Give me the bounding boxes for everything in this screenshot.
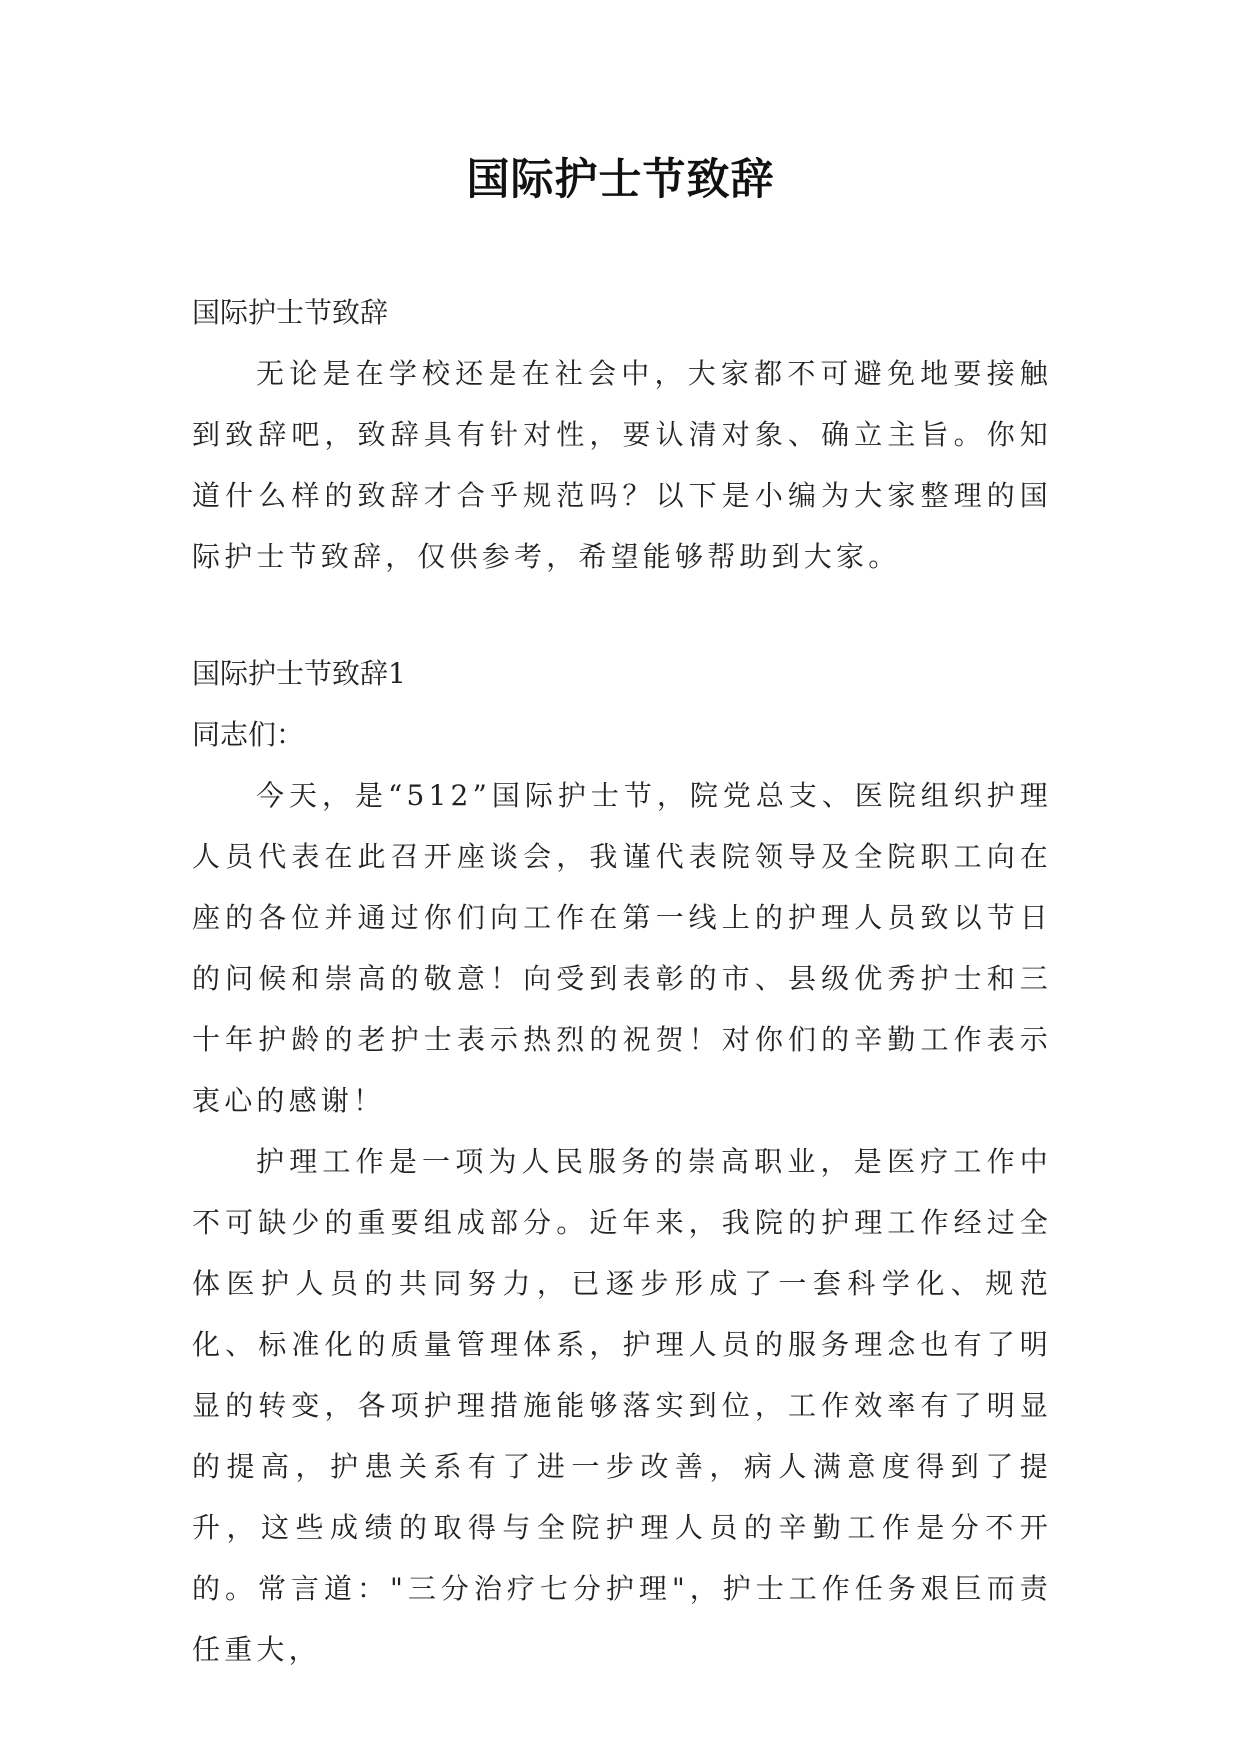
body-paragraph-1: 今天，是“512”国际护士节，院党总支、医院组织护理人员代表在此召开座谈会，我谨代表院领导及全院职工向在座的各位并通过你们向工作在第一线上的护理人员致以节日的问候和崇高的敬意！向受到表彰的市、县级优秀护士和三十年护龄的老护士表示热烈的祝贺！对你们的辛勤工作表示衷心的感谢！ (192, 779, 1052, 1117)
document-title: 国际护士节致辞 (466, 155, 775, 205)
salutation: 同志们： (192, 718, 305, 751)
subtitle-line: 国际护士节致辞 (192, 296, 389, 329)
intro-paragraph: 无论是在学校还是在社会中，大家都不可避免地要接触到致辞吧，致辞具有针对性，要认清对象、确立主旨。你知道什么样的致辞才合乎规范吗？以下是小编为大家整理的国际护士节致辞，仅供参考，希望能够帮助到大家。 (192, 357, 1052, 573)
section-heading: 国际护士节致辞1 (192, 657, 406, 690)
body-paragraph-2: 护理工作是一项为人民服务的崇高职业，是医疗工作中不可缺少的重要组成部分。近年来，我院的护理工作经过全体医护人员的共同努力，已逐步形成了一套科学化、规范化、标准化的质量管理体系，护理人员的服务理念也有了明显的转变，各项护理措施能够落实到位，工作效率有了明显的提高，护患关系有了进一步改善，病人满意度得到了提升，这些成绩的取得与全院护理人员的辛勤工作是分不开的。常言道："三分治疗七分护理"，护士工作任务艰巨而责任重大， (192, 1145, 1052, 1666)
section-gap (192, 587, 1052, 643)
document-body (192, 282, 1052, 1680)
